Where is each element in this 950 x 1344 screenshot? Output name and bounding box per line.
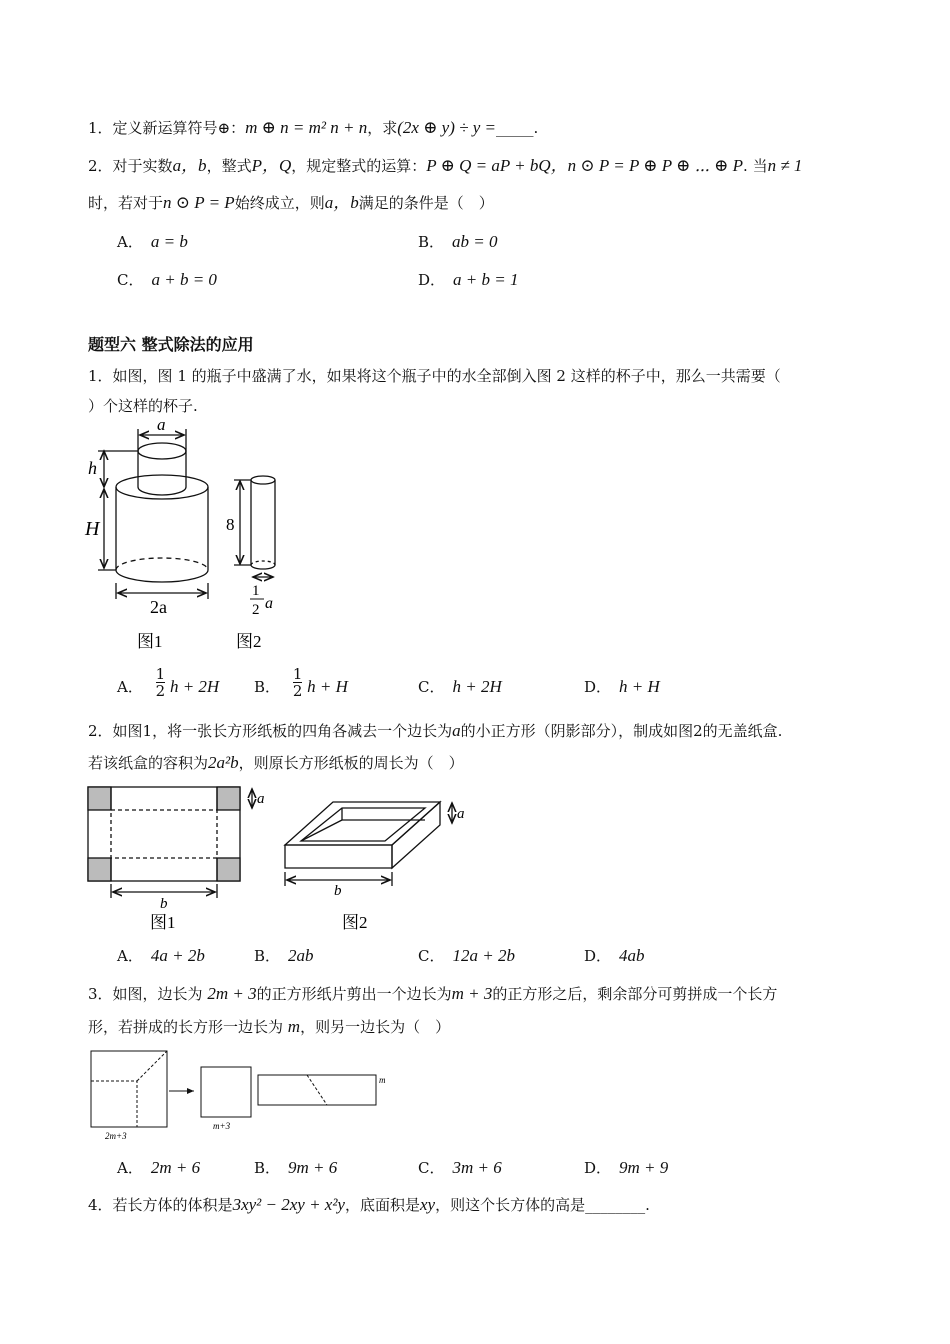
formula: n ⊙ P = P <box>163 193 235 212</box>
figure-squares <box>85 1045 395 1145</box>
fraction-half: $\frac{1}{2}$ <box>155 664 166 700</box>
formula: ，n ⊙ P = P ⊕ P ⊕ ⋯ ⊕ P <box>550 156 744 175</box>
option-value: 9m + 6 <box>288 1158 338 1177</box>
s6-q3-line2 <box>88 1017 450 1037</box>
s6-q1-option-a[interactable] <box>117 664 220 700</box>
option-value: 3m + 6 <box>452 1158 502 1177</box>
option-label: A． <box>117 233 143 251</box>
variable: xy <box>420 1195 436 1214</box>
s6-q3-option-a[interactable] <box>117 1157 200 1179</box>
option-label: B． <box>254 678 281 696</box>
figure-1-caption: 图1 <box>150 913 176 932</box>
option-a[interactable] <box>117 231 188 253</box>
question-text: . 当 <box>743 157 768 175</box>
s6-q4 <box>88 1195 650 1215</box>
variable: a <box>452 721 461 740</box>
option-c[interactable] <box>117 269 217 291</box>
question-number: 1． <box>88 119 113 137</box>
option-label: B． <box>254 1159 281 1177</box>
option-label: A． <box>117 678 143 696</box>
option-label: B． <box>418 233 445 251</box>
option-value: h + 2H <box>452 677 502 696</box>
bottle-figure-1 <box>98 429 208 599</box>
question-2-prev-line1 <box>88 156 802 176</box>
expression: (2x ⊕ y) ÷ y = <box>397 118 496 137</box>
label-a: a <box>257 791 265 807</box>
box-3d <box>285 802 452 886</box>
s6-q1-option-b[interactable] <box>254 664 348 700</box>
question-text: 若该纸盒的容积为 <box>88 754 209 772</box>
label-m3: m+3 <box>213 1121 231 1131</box>
question-text: 如图，图 1 的瓶子中盛满了水，如果将这个瓶子中的水全部倒入图 2 这样的杯子中，那么一共需要（ <box>112 367 781 385</box>
option-label: D． <box>584 678 612 696</box>
section-heading: 题型六 整式除法的应用 <box>88 335 254 354</box>
question-number: 2． <box>88 157 113 175</box>
option-value: 2m + 6 <box>150 1158 201 1177</box>
question-2-prev-line2 <box>88 193 494 213</box>
question-text: 始终成立，则 <box>234 194 325 212</box>
label-b-box: b <box>334 883 342 899</box>
answer-blank[interactable]: ________ <box>585 1196 646 1214</box>
option-value: h + H <box>307 677 348 696</box>
punct: . <box>645 1196 650 1214</box>
s6-q2-line2 <box>88 753 464 773</box>
label-2a: 2a <box>150 597 167 617</box>
s6-q2-option-c[interactable] <box>418 945 515 967</box>
question-text: ，则原长方形纸板的周长为（ ） <box>238 754 464 772</box>
question-text: 的正方形之后，剩余部分可剪拼成一个长方 <box>492 985 778 1003</box>
option-label: D． <box>584 1159 612 1177</box>
s6-q2-option-b[interactable] <box>254 945 314 967</box>
question-number: 4． <box>88 1196 113 1214</box>
label-a: a <box>157 415 166 434</box>
question-text: 若长方体的体积是 <box>112 1196 233 1214</box>
question-text: 时，若对于 <box>88 194 164 212</box>
question-text: 的正方形纸片剪出一个边长为 <box>256 985 452 1003</box>
option-value: 9m + 9 <box>619 1158 669 1177</box>
question-text: ，则另一边长为（ ） <box>300 1018 451 1036</box>
option-label: C． <box>117 271 144 289</box>
option-value: h + 2H <box>169 677 220 696</box>
option-label: B． <box>254 947 281 965</box>
label-half-var: a <box>265 595 273 612</box>
question-text: 如图1，将一张长方形纸板的四角各减去一个边长为 <box>112 722 453 740</box>
question-text: ，则这个长方体的高是 <box>435 1196 586 1214</box>
option-value: 12a + 2b <box>452 946 515 965</box>
label-m: m <box>379 1075 386 1085</box>
option-value: h + H <box>619 677 660 696</box>
expression: 2m + 3 <box>207 984 257 1003</box>
s6-q2-option-d[interactable] <box>584 945 645 967</box>
option-value: 4a + 2b <box>150 946 205 965</box>
question-text: 形，若拼成的长方形一边长为 <box>88 1018 288 1036</box>
option-label: C． <box>418 1159 445 1177</box>
option-b[interactable] <box>418 231 498 253</box>
question-text: 满足的条件是（ ） <box>358 194 494 212</box>
figure-1-caption: 图1 <box>137 632 163 651</box>
option-value: a = b <box>150 232 188 251</box>
label-8: 8 <box>226 515 235 534</box>
label-b: b <box>160 896 168 912</box>
answer-blank[interactable]: _____ <box>496 119 534 137</box>
s6-q3-option-b[interactable] <box>254 1157 337 1179</box>
punct: . <box>533 119 539 137</box>
option-label: D． <box>418 271 446 289</box>
question-text: ，整式 <box>206 157 252 175</box>
figure-2-caption: 图2 <box>342 913 368 932</box>
variables: a，b <box>172 156 207 175</box>
s6-q2-option-a[interactable] <box>117 945 205 967</box>
option-value: a + b = 1 <box>453 270 519 289</box>
question-text: ，规定整式的运算： <box>291 157 427 175</box>
formula: P ⊕ Q = aP + bQ <box>426 156 551 175</box>
option-label: A． <box>117 1159 143 1177</box>
question-number: 3． <box>88 985 113 1003</box>
expression: 2a²b <box>208 753 239 772</box>
formula: m ⊕ n = m² n + n <box>245 118 368 137</box>
s6-q2-line1 <box>88 721 782 741</box>
figure-2-caption: 图2 <box>236 632 262 651</box>
s6-q3-line1 <box>88 984 777 1004</box>
s6-q3-option-c[interactable] <box>418 1157 502 1179</box>
expression: m + 3 <box>451 984 493 1003</box>
fraction-half: $\frac{1}{2}$ <box>292 664 303 700</box>
figure-box <box>80 780 480 940</box>
question-text: 的小正方形（阴影部分），制成如图2的无盖纸盒. <box>460 722 783 740</box>
question-text: ，底面积是 <box>344 1196 420 1214</box>
option-label: C． <box>418 678 445 696</box>
option-label: A． <box>117 947 143 965</box>
question-text: 定义新运算符号⊕： <box>112 119 246 137</box>
option-value: 4ab <box>619 946 645 965</box>
label-half-num: 1 <box>252 583 260 599</box>
s6-q3-option-d[interactable] <box>584 1157 668 1179</box>
expression: 3xy² − 2xy + x²y <box>232 1195 345 1214</box>
option-label: C． <box>418 947 445 965</box>
option-value: a + b = 0 <box>151 270 217 289</box>
question-text: ，求 <box>367 119 398 137</box>
option-label: D． <box>584 947 612 965</box>
label-H: H <box>85 518 100 540</box>
question-number: 1． <box>88 367 113 385</box>
variables: P，Q <box>251 156 292 175</box>
label-h: h <box>88 458 97 478</box>
question-text: 对于实数 <box>112 157 173 175</box>
s6-q1-option-c[interactable] <box>418 676 502 698</box>
condition: n ≠ 1 <box>767 156 803 175</box>
option-value: ab = 0 <box>452 232 498 251</box>
label-2m3: 2m+3 <box>105 1131 127 1141</box>
question-number: 2． <box>88 722 113 740</box>
option-d[interactable] <box>418 269 518 291</box>
variables: a，b <box>324 193 359 212</box>
s6-q1-line2: ）个这样的杯子. <box>88 397 198 415</box>
label-half-den: 2 <box>252 602 260 618</box>
variable: m <box>287 1017 301 1036</box>
figure-cup <box>220 465 290 655</box>
option-value: 2ab <box>288 946 314 965</box>
question-1-prev <box>88 118 538 138</box>
question-text: 如图，边长为 <box>112 985 208 1003</box>
s6-q1-option-d[interactable] <box>584 676 660 698</box>
s6-q1-line1 <box>88 366 781 386</box>
label-a-box: a <box>457 806 465 822</box>
